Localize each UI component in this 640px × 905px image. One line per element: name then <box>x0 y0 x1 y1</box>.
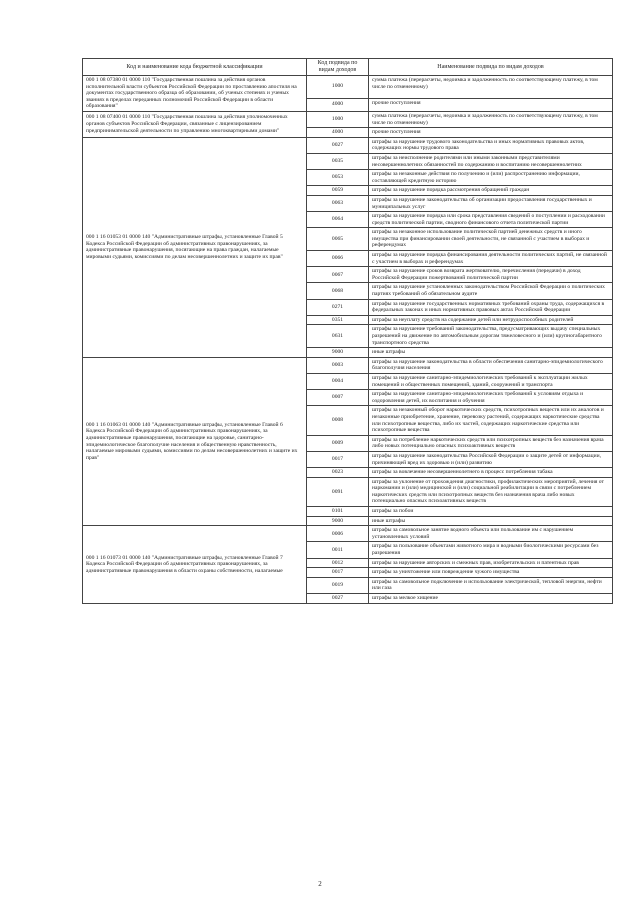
subtype-name-cell: штрафы за незаконное использование политической партией денежных средств и иного имущества при финансировании своей деятельности, не связанной с участием в выборах и референдумах <box>369 228 613 251</box>
subtype-code-cell: 0631 <box>307 325 369 348</box>
subtype-code-cell: 0023 <box>307 468 369 478</box>
subtype-code-cell: 0059 <box>307 186 369 196</box>
subtype-name-cell: штрафы за нарушение авторских и смежных прав, изобретательских и патентных прав <box>369 558 613 568</box>
subtype-code-cell: 0007 <box>307 390 369 406</box>
subtype-name-cell: штрафы за нарушение законодательства об организации предоставления государственных и муниципальных услуг <box>369 195 613 211</box>
subtype-name-cell: штрафы за нарушение порядка рассмотрения обращений граждан <box>369 186 613 196</box>
subtype-name-cell: штрафы за нарушение требований законодательства, предусматривающих выдачу специальных разрешений на движение по автомобильным дорогам тяжеловесного и (или) крупногабаритного транспортного средства <box>369 325 613 348</box>
subtype-name-cell: штрафы за мелкое хищение <box>369 594 613 604</box>
subtype-name-cell: штрафы за самовольное подключение и использование электрической, тепловой энергии, нефти или газа <box>369 577 613 593</box>
subtype-code-cell: 0009 <box>307 435 369 451</box>
subtype-code-cell: 0101 <box>307 507 369 517</box>
subtype-code-cell: 0017 <box>307 568 369 578</box>
subtype-name-cell: штрафы за нарушение санитарно-эпидемиологических требований к эксплуатации жилых помещений и общественных помещений, зданий, сооружений и транспорта <box>369 373 613 389</box>
subtype-name-cell: иные штрафы <box>369 348 613 358</box>
subtype-name-cell: иные штрафы <box>369 516 613 526</box>
subtype-code-cell: 0004 <box>307 373 369 389</box>
subtype-name-cell: штрафы за нарушение законодательства в области обеспечения санитарно-эпидемиологического благополучия населения <box>369 357 613 373</box>
budget-classification-table-page <box>82 58 612 604</box>
subtype-name-cell: штрафы за нарушение порядка или срока представления сведений о поступлении и расходовании средств политической партии, сводного финансового отчета политической партии <box>369 212 613 228</box>
subtype-code-cell: 0064 <box>307 212 369 228</box>
subtype-name-cell: штрафы за нарушение порядка финансирования деятельности политических партий, не связанной с участием в выборах и референдумах <box>369 251 613 267</box>
table-row <box>83 357 613 373</box>
subtype-code-cell: 0063 <box>307 195 369 211</box>
subtype-name-cell: штрафы за нарушение законодательства Российской Федерации о защите детей от информации, причиняющей вред их здоровью и (или) развитию <box>369 451 613 467</box>
kbk-cell: 000 1 08 07380 01 0000 110 "Государственная пошлина за действия органов исполнительной власти субъектов Российской Федерации по проставлению апостиля на документах государственного образца об образовании, об ученых степенях и ученых званиях в пределах переданных полномочий Российской Федерации в области образования" <box>83 76 307 112</box>
subtype-code-cell: 0271 <box>307 299 369 315</box>
subtype-code-cell: 9000 <box>307 516 369 526</box>
header-subtype-name: Наименование подвида по видам доходов <box>369 59 613 76</box>
page-number: 2 <box>318 880 322 888</box>
subtype-name-cell: штрафы за потребление наркотических средств или психотропных веществ без назначения врача либо новых потенциально опасных психоактивных веществ <box>369 435 613 451</box>
subtype-code-cell: 0012 <box>307 558 369 568</box>
subtype-code-cell: 0017 <box>307 451 369 467</box>
subtype-code-cell: 0053 <box>307 170 369 186</box>
subtype-name-cell: прочие поступления <box>369 98 613 111</box>
kbk-cell: 000 1 16 01073 01 0000 140 "Административные штрафы, установленные Главой 7 Кодекса Российской Федерации об административных правонарушениях, за административные правонарушения в области охраны собственности, налагаемые <box>83 526 307 603</box>
subtype-name-cell: штрафы за нарушение сроков возврата жертвователю, перечисления (передачи) в доход Российской Федерации пожертвований политической партии <box>369 267 613 283</box>
subtype-code-cell: 0091 <box>307 477 369 506</box>
subtype-code-cell: 4000 <box>307 128 369 138</box>
subtype-code-cell: 0027 <box>307 594 369 604</box>
subtype-name-cell: сумма платежа (перерасчеты, недоимка и задолженность по соответствующему платежу, в том числе по отмененному) <box>369 76 613 99</box>
subtype-name-cell: штрафы за вовлечение несовершеннолетнего в процесс потребления табака <box>369 468 613 478</box>
subtype-code-cell: 1000 <box>307 76 369 99</box>
budget-classification-table <box>82 58 613 604</box>
kbk-cell: 000 1 08 07400 01 0000 110 "Государственная пошлина за действия уполномоченных органов субъектов Российской Федерации, связанные с лицензированием предпринимательской деятельности по управлению многоквартирными домами" <box>83 111 307 137</box>
table-row <box>83 76 613 99</box>
kbk-cell: 000 1 16 01063 01 0000 140 "Административные штрафы, установленные Главой 6 Кодекса Российской Федерации об административных правонарушениях, за административные правонарушения, посягающие на здоровье, санитарно-эпидемиологическое благополучие населения и общественную нравственность, налагаемые мировыми судьями, комиссиями по делам несовершеннолетних и защите их прав" <box>83 357 307 525</box>
subtype-name-cell: штрафы за нарушение трудового законодательства и иных нормативных правовых актов, содержащих нормы трудового права <box>369 137 613 153</box>
header-subtype-code: Код подвида по видам доходов <box>307 59 369 76</box>
table-row <box>83 111 613 127</box>
subtype-name-cell: штрафы за нарушение установленных законодательством Российской Федерации о политических партиях требований об обязательном аудите <box>369 283 613 299</box>
subtype-code-cell: 0065 <box>307 228 369 251</box>
subtype-code-cell: 0068 <box>307 283 369 299</box>
header-kbk: Код и наименование кода бюджетной классификации <box>83 59 307 76</box>
table-body <box>83 76 613 604</box>
subtype-code-cell: 0008 <box>307 406 369 435</box>
subtype-name-cell: штрафы за побои <box>369 507 613 517</box>
subtype-name-cell: штрафы за неуплату средств на содержание детей или нетрудоспособных родителей <box>369 315 613 325</box>
table-row <box>83 526 613 542</box>
subtype-code-cell: 0003 <box>307 357 369 373</box>
subtype-name-cell: штрафы за уничтожение или повреждение чужого имущества <box>369 568 613 578</box>
table-row <box>83 137 613 153</box>
subtype-code-cell: 0351 <box>307 315 369 325</box>
subtype-name-cell: штрафы за уклонение от прохождения диагностики, профилактических мероприятий, лечения от наркомании и (или) медицинской и (или) социальной реабилитации в связи с потреблением наркотических средств или психотропных веществ без назначения врача либо новых потенциально опасных психоактивных веществ <box>369 477 613 506</box>
table-header-row <box>83 59 613 76</box>
subtype-code-cell: 0067 <box>307 267 369 283</box>
subtype-code-cell: 9000 <box>307 348 369 358</box>
subtype-code-cell: 4000 <box>307 98 369 111</box>
subtype-name-cell: штрафы за нарушение санитарно-эпидемиологических требований к условиям отдыха и оздоровления детей, их воспитания и обучения <box>369 390 613 406</box>
subtype-code-cell: 1000 <box>307 111 369 127</box>
subtype-name-cell: штрафы за нарушение государственных нормативных требований охраны труда, содержащихся в федеральных законах и иных нормативных правовых актах Российской Федерации <box>369 299 613 315</box>
subtype-name-cell: штрафы за самовольное занятие водного объекта или пользование им с нарушением установленных условий <box>369 526 613 542</box>
subtype-name-cell: прочие поступления <box>369 128 613 138</box>
subtype-name-cell: сумма платежа (перерасчеты, недоимка и задолженность по соответствующему платежу, в том числе по отмененному) <box>369 111 613 127</box>
subtype-code-cell: 0006 <box>307 526 369 542</box>
subtype-name-cell: штрафы за пользование объектами животного мира и водными биологическими ресурсами без разрешения <box>369 542 613 558</box>
subtype-code-cell: 0019 <box>307 577 369 593</box>
subtype-name-cell: штрафы за незаконный оборот наркотических средств, психотропных веществ или их аналогов и незаконные приобретение, хранение, перевозку растений, содержащих наркотические средства или психотропные вещества, либо их частей, содержащих наркотические средства или психотропные вещества <box>369 406 613 435</box>
subtype-code-cell: 0011 <box>307 542 369 558</box>
subtype-code-cell: 0066 <box>307 251 369 267</box>
kbk-cell: 000 1 16 01053 01 0000 140 "Административные штрафы, установленные Главой 5 Кодекса Российской Федерации об административных правонарушениях, за административные правонарушения, посягающие на права граждан, налагаемые мировыми судьями, комиссиями по делам несовершеннолетних и защите их прав" <box>83 137 307 357</box>
subtype-name-cell: штрафы за неисполнение родителями или иными законными представителями несовершеннолетних обязанностей по содержанию и воспитанию несовершеннолетних <box>369 153 613 169</box>
subtype-name-cell: штрафы за незаконные действия по получению и (или) распространению информации, составляющей кредитную историю <box>369 170 613 186</box>
subtype-code-cell: 0027 <box>307 137 369 153</box>
subtype-code-cell: 0035 <box>307 153 369 169</box>
